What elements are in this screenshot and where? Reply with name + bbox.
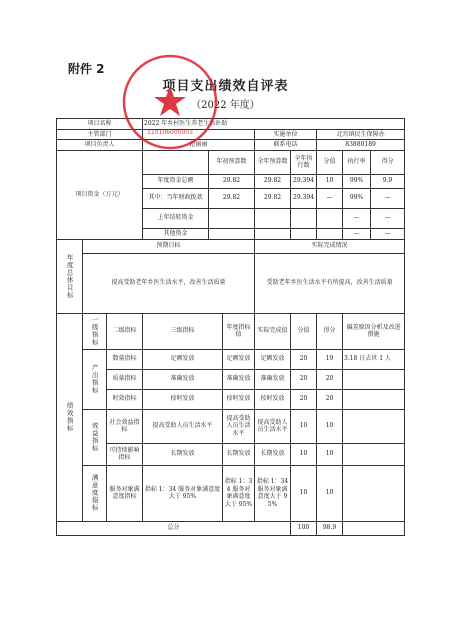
- header-actual: 实际完成值: [255, 313, 291, 349]
- form-year: （2022 年度）: [191, 100, 260, 111]
- fund-rate: —: [343, 208, 371, 228]
- indicators-section-label: 绩效指标: [57, 313, 83, 521]
- total-score: 100: [291, 521, 317, 535]
- header-level2: 二级指标: [107, 313, 143, 349]
- indicator-score: 10: [291, 465, 317, 521]
- col-score: 分值: [317, 150, 343, 174]
- fund-points: —: [371, 188, 405, 208]
- indicator-target: 提高受助人员生活水平: [223, 409, 255, 443]
- fund-points: —: [371, 228, 405, 239]
- indicator-reason: [343, 389, 405, 409]
- fund-label: 年度资金总额: [143, 174, 209, 188]
- col-points: 得分: [371, 150, 405, 174]
- indicator-score: 20: [291, 349, 317, 369]
- fund-points: 9.9: [371, 174, 405, 188]
- dept-label: 主管部门: [57, 129, 143, 140]
- header-points: 得分: [317, 313, 343, 349]
- indicator-points: 20: [317, 369, 343, 389]
- header-reason: 偏差原因分析及改进措施: [343, 313, 405, 349]
- actual-result-text: 受助老年乡医生活水平有所提高，改善生活质量: [255, 253, 405, 313]
- fund-exec: [291, 228, 317, 239]
- fund-full: [255, 228, 291, 239]
- col-budget: 年初预算数: [209, 150, 255, 174]
- indicator-actual: 提高受助人员生活水平: [255, 409, 291, 443]
- expected-goal-header: 预期目标: [83, 239, 255, 253]
- indicator-row: [57, 409, 405, 443]
- indicator-row: [57, 369, 405, 389]
- impl-unit-label: 实施单位: [255, 129, 317, 140]
- header-level3: 三级指标: [143, 313, 223, 349]
- indicator-actual: 长期发放: [255, 443, 291, 465]
- indicator-score: 20: [291, 369, 317, 389]
- indicator-target: 按时发放: [223, 389, 255, 409]
- col-executed: 全年执行数: [291, 150, 317, 174]
- fund-rate: 99%: [343, 174, 371, 188]
- goals-header-row: [57, 239, 405, 253]
- fund-score: —: [317, 188, 343, 208]
- indicator-level2: 社会效益指标: [107, 409, 143, 443]
- actual-result-header: 实际完成情况: [255, 239, 405, 253]
- indicator-points: 20: [317, 389, 343, 409]
- indicator-points: 10: [317, 465, 343, 521]
- fund-exec: 29.394: [291, 174, 317, 188]
- indicator-level3: 长期发放: [143, 443, 223, 465]
- indicator-row: [57, 349, 405, 369]
- fund-full: [255, 208, 291, 228]
- funds-section-label: 项目资金（万元）: [57, 150, 143, 239]
- indicator-reason: 3.18 日去世 1 人: [343, 349, 405, 369]
- fund-full: 29.82: [255, 188, 291, 208]
- satisfaction-indicator-label: 满意度指标: [83, 465, 107, 521]
- indicator-actual: 足额发放: [255, 349, 291, 369]
- indicator-target: 准确发放: [223, 369, 255, 389]
- indicator-actual: 按时发放: [255, 389, 291, 409]
- fund-exec: 29.394: [291, 188, 317, 208]
- fund-label: 其中：当年财政拨款: [143, 188, 209, 208]
- fund-exec: [291, 208, 317, 228]
- attachment-label: 附件 2: [68, 62, 105, 76]
- indicator-level2: 服务对象满意度指标: [107, 465, 143, 521]
- indicator-score: 10: [291, 409, 317, 443]
- project-name-value: 2022 年乡村医生养老生活补助: [143, 119, 405, 130]
- indicator-level2: 数量指标: [107, 349, 143, 369]
- indicator-row: [57, 465, 405, 521]
- indicator-actual: 准确发放: [255, 369, 291, 389]
- header-score: 分值: [291, 313, 317, 349]
- indicator-score: 20: [291, 389, 317, 409]
- total-label: 总分: [57, 521, 291, 535]
- output-indicator-label: 产出指标: [83, 349, 107, 409]
- indicator-target: 足额发放: [223, 349, 255, 369]
- indicator-target: 指标 1：34 服务对象满意度大于 95%: [223, 465, 255, 521]
- indicator-level2: 质量指标: [107, 369, 143, 389]
- indicator-row: [57, 389, 405, 409]
- project-name-row: [57, 119, 405, 130]
- indicator-target: 长期发放: [223, 443, 255, 465]
- dept-row: [57, 129, 405, 140]
- header-target: 年度指标值: [223, 313, 255, 349]
- fund-score: [317, 228, 343, 239]
- total-points: 98.9: [317, 521, 343, 535]
- indicator-level3: 指标 1：34 服务对象满意度大于 95%: [143, 465, 223, 521]
- indicator-level3: 准确发放: [143, 369, 223, 389]
- form-title: 项目支出绩效自评表: [162, 79, 289, 94]
- total-row: [57, 521, 405, 535]
- owner-label: 项目负责人: [57, 140, 143, 151]
- indicator-header-row: [57, 313, 405, 349]
- phone-value: 83880189: [317, 140, 405, 151]
- svg-text:110106000003: 110106000003: [147, 129, 193, 136]
- fund-score: [317, 208, 343, 228]
- impl-unit-value: 北宫镇民生保障办: [317, 129, 405, 140]
- star-icon: [154, 86, 186, 116]
- fund-budget: [209, 228, 255, 239]
- fund-label: 其他资金: [143, 228, 209, 239]
- indicator-level3: 按时发放: [143, 389, 223, 409]
- fund-score: 10: [317, 174, 343, 188]
- fund-points: —: [371, 208, 405, 228]
- indicator-points: 10: [317, 443, 343, 465]
- official-seal: [120, 52, 220, 152]
- header-level1: 一级指标: [83, 313, 107, 349]
- goals-section-label: 年度总体目标: [57, 239, 83, 313]
- effect-indicator-label: 效益指标: [83, 409, 107, 465]
- phone-label: 联系电话: [255, 140, 317, 151]
- col-full-budget: 全年预算数: [255, 150, 291, 174]
- indicator-level2: 时效指标: [107, 389, 143, 409]
- indicator-level3: 足额发放: [143, 349, 223, 369]
- indicator-level2: 可持续影响指标: [107, 443, 143, 465]
- goals-row: [57, 253, 405, 313]
- fund-budget: 29.82: [209, 188, 255, 208]
- self-evaluation-table: [56, 118, 405, 536]
- col-rate: 执行率: [343, 150, 371, 174]
- fund-budget: 29.82: [209, 174, 255, 188]
- owner-value: 范丽丽: [143, 140, 255, 151]
- indicator-level3: 提高受助人员生活水平: [143, 409, 223, 443]
- indicator-score: 10: [291, 443, 317, 465]
- indicator-row: [57, 443, 405, 465]
- indicator-reason: [343, 443, 405, 465]
- fund-rate: 99%: [343, 188, 371, 208]
- expected-goal-text: 提高受助老年乡医生活水平，改善生活质量: [83, 253, 255, 313]
- indicator-actual: 指标 1：34 服务对象满意度大于 95%: [255, 465, 291, 521]
- indicator-reason: [343, 465, 405, 521]
- fund-label: 上年结转资金: [143, 208, 209, 228]
- fund-rate: —: [343, 228, 371, 239]
- indicator-reason: [343, 409, 405, 443]
- owner-row: [57, 140, 405, 151]
- indicator-points: 10: [317, 409, 343, 443]
- indicator-points: 19: [317, 349, 343, 369]
- indicator-reason: [343, 369, 405, 389]
- fund-budget: [209, 208, 255, 228]
- fund-full: 29.82: [255, 174, 291, 188]
- funds-header-row: [57, 150, 405, 174]
- project-name-label: 项目名称: [57, 119, 143, 130]
